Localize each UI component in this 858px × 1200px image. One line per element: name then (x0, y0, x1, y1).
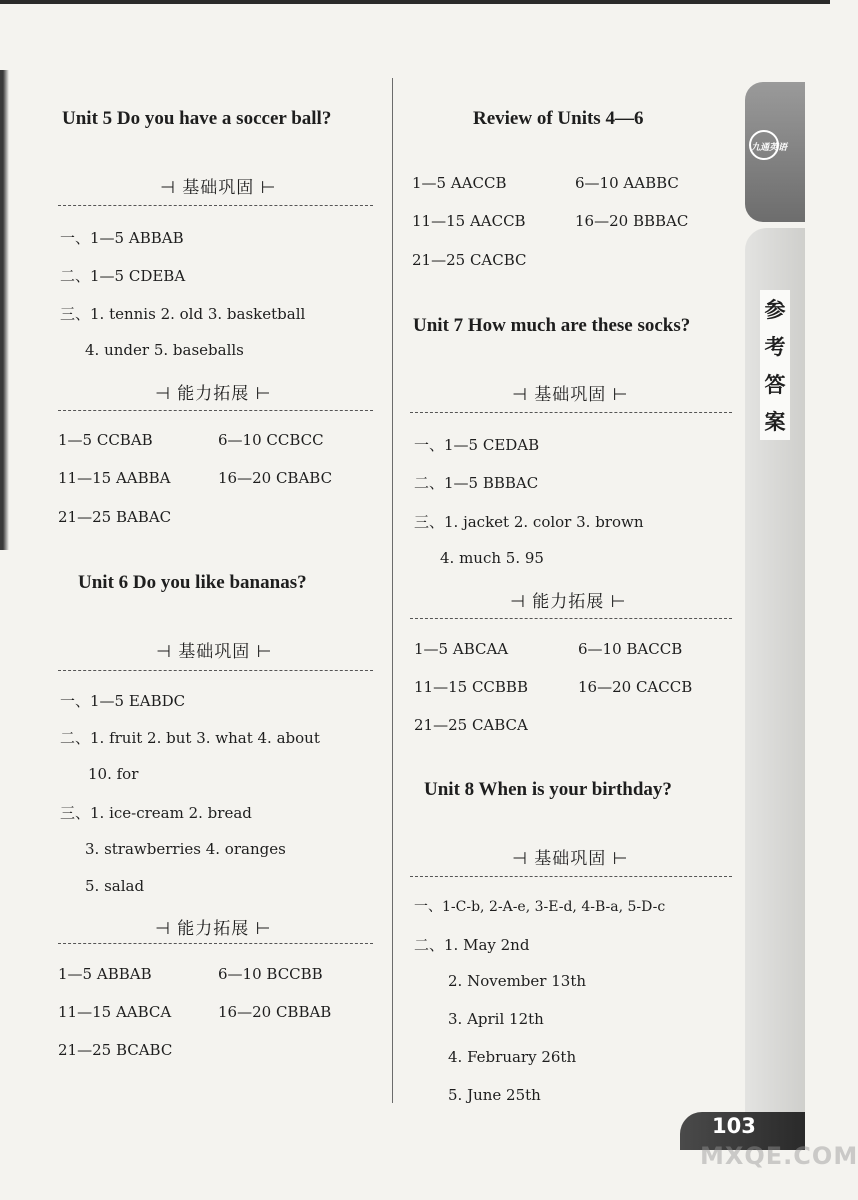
unit8-basic-header: ⊣ 基础巩固 ⊢ (512, 849, 629, 869)
tab-char: 答 (764, 372, 786, 397)
unit5-basic-header: ⊣ 基础巩固 ⊢ (160, 178, 277, 198)
unit7-basic-header: ⊣ 基础巩固 ⊢ (512, 385, 629, 405)
answer-pair-a: 11—15 CCBBB (414, 678, 528, 696)
publisher-logo (745, 82, 805, 222)
dashed-rule (410, 412, 732, 413)
answer-line: 一、1—5 CEDAB (414, 436, 540, 454)
answer-pair-a: 1—5 AACCB (412, 174, 507, 192)
tab-char: 参 (764, 297, 786, 322)
answer-pair-a: 11—15 AABBA (58, 469, 171, 487)
answer-line: 三、1. tennis 2. old 3. basketball (60, 305, 306, 323)
answer-pair-b: 16—20 CBBAB (218, 1003, 332, 1021)
header-label: 能力拓展 (177, 919, 250, 939)
answer-line: 2. November 13th (448, 972, 587, 990)
binding-edge (0, 70, 10, 550)
answer-pair-b: 6—10 AABBC (575, 174, 679, 192)
answer-line: 3. April 12th (448, 1010, 544, 1028)
header-label: 基础巩固 (182, 178, 255, 198)
dashed-rule (58, 410, 373, 411)
answer-line: 一、1-C-b, 2-A-e, 3-E-d, 4-B-a, 5-D-c (414, 899, 666, 915)
unit8-title: Unit 8 When is your birthday? (424, 779, 672, 800)
dashed-rule (58, 943, 373, 944)
answer-line: 3. strawberries 4. oranges (85, 840, 286, 858)
answer-line: 三、1. ice-cream 2. bread (60, 804, 252, 822)
answer-pair-b: 6—10 BACCB (578, 640, 683, 658)
dashed-rule (410, 618, 732, 619)
answer-line: 二、1. May 2nd (414, 936, 530, 954)
answer-pair-a: 21—25 BCABC (58, 1041, 173, 1059)
answer-line: 二、1—5 CDEBA (60, 267, 186, 285)
answer-pair-b: 16—20 CACCB (578, 678, 693, 696)
unit7-title: Unit 7 How much are these socks? (413, 315, 691, 336)
answer-line: 一、1—5 ABBAB (60, 229, 184, 247)
logo-text: 九通英语 (751, 143, 788, 153)
answer-pair-b: 6—10 CCBCC (218, 431, 324, 449)
header-label: 能力拓展 (177, 384, 250, 404)
header-label: 基础巩固 (178, 642, 251, 662)
top-rule (0, 0, 830, 4)
answer-line: 二、1. fruit 2. but 3. what 4. about (60, 729, 320, 747)
review-title: Review of Units 4—6 (473, 108, 644, 129)
side-tab-label (760, 290, 790, 440)
unit6-basic-header: ⊣ 基础巩固 ⊢ (156, 642, 273, 662)
answer-line: 5. salad (85, 877, 145, 895)
answer-line: 一、1—5 EABDC (60, 692, 186, 710)
answer-pair-a: 21—25 BABAC (58, 508, 172, 526)
header-label: 能力拓展 (532, 592, 605, 612)
header-label: 基础巩固 (534, 849, 607, 869)
column-divider (392, 78, 393, 1103)
tab-char: 考 (764, 335, 786, 360)
page-number: 103 (712, 1114, 756, 1138)
answer-pair-b: 6—10 BCCBB (218, 965, 323, 983)
answer-pair-a: 11—15 AACCB (412, 212, 526, 230)
header-label: 基础巩固 (534, 385, 607, 405)
answer-line: 10. for (88, 765, 139, 783)
unit6-title: Unit 6 Do you like bananas? (78, 572, 307, 593)
answer-line: 二、1—5 BBBAC (414, 474, 539, 492)
answer-pair-b: 16—20 BBBAC (575, 212, 689, 230)
answer-pair-a: 1—5 CCBAB (58, 431, 153, 449)
answer-line: 4. much 5. 95 (440, 549, 544, 567)
answer-pair-a: 11—15 AABCA (58, 1003, 172, 1021)
unit5-ability-header: ⊣ 能力拓展 ⊢ (155, 384, 272, 404)
answer-pair-b: 16—20 CBABC (218, 469, 333, 487)
unit7-ability-header: ⊣ 能力拓展 ⊢ (510, 592, 627, 612)
watermark: MXQE.COM (700, 1142, 858, 1170)
answer-line: 5. June 25th (448, 1086, 541, 1104)
unit6-ability-header: ⊣ 能力拓展 ⊢ (155, 919, 272, 939)
tab-char: 案 (764, 410, 786, 435)
answer-line: 4. February 26th (448, 1048, 577, 1066)
answer-pair-a: 1—5 ABCAA (414, 640, 509, 658)
answer-line: 三、1. jacket 2. color 3. brown (414, 513, 644, 531)
answer-line: 4. under 5. baseballs (85, 341, 244, 359)
dashed-rule (58, 205, 373, 206)
answer-pair-a: 1—5 ABBAB (58, 965, 152, 983)
unit5-title: Unit 5 Do you have a soccer ball? (62, 108, 332, 129)
dashed-rule (410, 876, 732, 877)
answer-pair-a: 21—25 CABCA (414, 716, 528, 734)
dashed-rule (58, 670, 373, 671)
answer-pair-a: 21—25 CACBC (412, 251, 527, 269)
